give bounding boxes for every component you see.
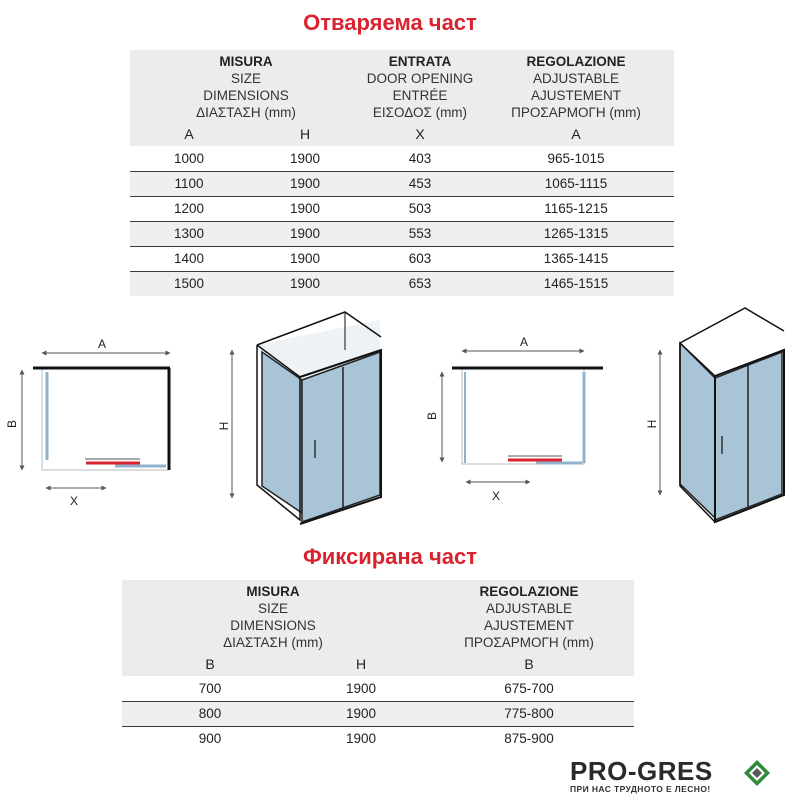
section-title-opening: Отваряема част [303, 10, 477, 35]
table-row: 1400 1900 603 1365-1415 [130, 246, 674, 271]
letter-cell: X [362, 121, 478, 146]
brand-name: PRO-GRES [570, 756, 713, 786]
table-row: 1000 1900 403 965-1015 [130, 146, 674, 171]
table-row: 1300 1900 553 1265-1315 [130, 221, 674, 246]
tray-outline [462, 368, 584, 464]
table-row: 700 1900 675-700 [122, 676, 634, 701]
perspective-view-left [217, 312, 381, 524]
section-title-fixed: Фиксирана част [302, 544, 478, 569]
frame-top [680, 308, 784, 343]
letter-cell: A [130, 121, 248, 146]
dimension-a-label: A [97, 337, 107, 351]
letter-cell: B [424, 651, 634, 676]
letters-row [122, 651, 634, 676]
plan-view-right [425, 335, 603, 503]
front-panel-glass [302, 352, 380, 522]
dimension-a-label: A [519, 335, 529, 349]
perspective-view-right [645, 308, 784, 522]
plan-view-left [5, 337, 170, 508]
dimension-x-label: X [69, 494, 79, 508]
side-panel-glass [262, 352, 302, 513]
table-row: 1500 1900 653 1465-1515 [130, 271, 674, 296]
header-adjustable: REGOLAZIONE ADJUSTABLE AJUSTEMENT ΠΡΟΣΑΡΜΟΓΗ (mm) [424, 580, 634, 651]
header-size: MISURA SIZE DIMENSIONS ΔΙΑΣΤΑΣΗ (mm) [122, 580, 424, 651]
letter-cell: H [298, 651, 424, 676]
letter-cell: B [122, 651, 298, 676]
dimension-b-label: B [425, 411, 439, 421]
header-size: MISURA SIZE DIMENSIONS ΔΙΑΣΤΑΣΗ (mm) [130, 50, 362, 121]
brand-logo [570, 756, 790, 796]
table-row: 1200 1900 503 1165-1215 [130, 196, 674, 221]
table-row: 1100 1900 453 1065-1115 [130, 171, 674, 196]
header-adjustable: REGOLAZIONE ADJUSTABLE AJUSTEMENT ΠΡΟΣΑΡΜΟΓΗ (mm) [478, 50, 674, 121]
fixed-dimensions-table [122, 580, 634, 751]
dimension-x-label: X [491, 489, 501, 503]
header-door-opening: ENTRATA DOOR OPENING ENTRÉE ΕΙΣΟΔΟΣ (mm) [362, 50, 478, 121]
diamond-icon [743, 759, 771, 787]
table-row: 800 1900 775-800 [122, 701, 634, 726]
letter-cell: H [248, 121, 362, 146]
brand-tagline: ПРИ НАС ТРУДНОТО Е ЛЕСНО! [570, 784, 711, 794]
table-row: 900 1900 875-900 [198, 731, 554, 747]
dimension-b-label: B [5, 419, 19, 429]
dimension-h-label: H [217, 421, 231, 431]
letter-cell: A [478, 121, 674, 146]
dimension-h-label: H [645, 419, 659, 429]
tray-outline [42, 368, 168, 470]
